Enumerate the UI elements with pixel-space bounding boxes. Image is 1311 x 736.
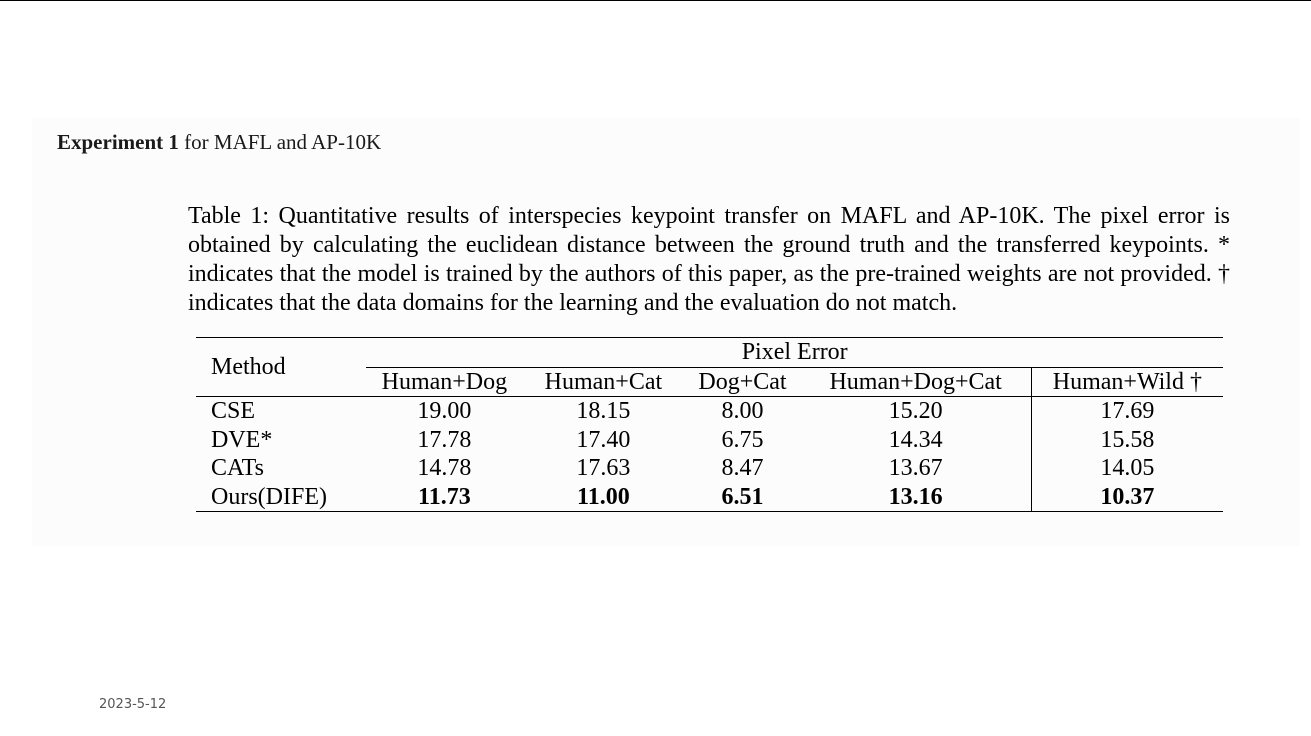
value-cell: 19.00 — [417, 398, 472, 424]
best-value-cell: 13.16 — [888, 483, 943, 510]
pixel-error-header: Pixel Error — [741, 339, 848, 365]
value-cell: 17.78 — [417, 426, 472, 453]
results-table — [196, 337, 1223, 512]
slide-heading — [57, 128, 381, 156]
column-header: Human+Cat — [522, 367, 684, 397]
column-header: Human+Dog+Cat — [801, 367, 1032, 397]
best-value-cell: 10.37 — [1031, 483, 1223, 512]
best-value-cell: 11.00 — [577, 483, 630, 510]
method-header: Method — [211, 353, 286, 380]
footer-date: 2023-5-12 — [99, 697, 167, 712]
value-cell: 8.47 — [721, 455, 764, 481]
table-row — [196, 454, 1223, 483]
best-value-cell: 11.73 — [418, 483, 471, 510]
heading-bold-text: Experiment 1 — [57, 130, 179, 154]
value-cell: 6.75 — [721, 426, 764, 453]
column-header: Dog+Cat — [684, 367, 800, 397]
table-header-row-1 — [196, 338, 1223, 368]
method-cell: Ours(DIFE) — [211, 483, 327, 510]
value-cell: 8.00 — [721, 398, 764, 424]
value-cell: 17.69 — [1031, 397, 1223, 426]
results-table-block — [196, 337, 1223, 512]
value-cell: 15.20 — [888, 398, 943, 424]
table-row — [196, 426, 1223, 455]
value-cell: 17.40 — [576, 426, 631, 453]
value-cell: 14.78 — [417, 455, 472, 481]
value-cell: 14.05 — [1031, 454, 1223, 483]
top-border-rule — [0, 0, 1311, 1]
table-row — [196, 397, 1223, 426]
value-cell: 13.67 — [888, 455, 943, 481]
table-caption: Table 1: Quantitative results of interspecies keypoint transfer on MAFL and AP-10K. The pixel error is obtained by calculating the euclidean distance between the ground truth and the transferred keypoints. * indicates that the model is trained by the authors of this paper, as the pre-trained weights are not provided. † indicates that the data domains for the learning and the evaluation do not match. — [188, 203, 1230, 316]
column-header: Human+Dog — [366, 367, 522, 397]
heading-rest-text: for MAFL and AP-10K — [178, 130, 382, 154]
value-cell: 15.58 — [1031, 426, 1223, 455]
value-cell: 18.15 — [576, 398, 631, 424]
method-cell: DVE* — [211, 426, 273, 453]
value-cell: 17.63 — [576, 455, 631, 481]
best-value-cell: 6.51 — [721, 483, 764, 510]
method-cell: CSE — [211, 398, 256, 424]
method-cell: CATs — [211, 455, 265, 481]
table-row-best — [196, 483, 1223, 512]
column-header: Human+Wild † — [1031, 367, 1223, 397]
value-cell: 14.34 — [888, 426, 943, 453]
